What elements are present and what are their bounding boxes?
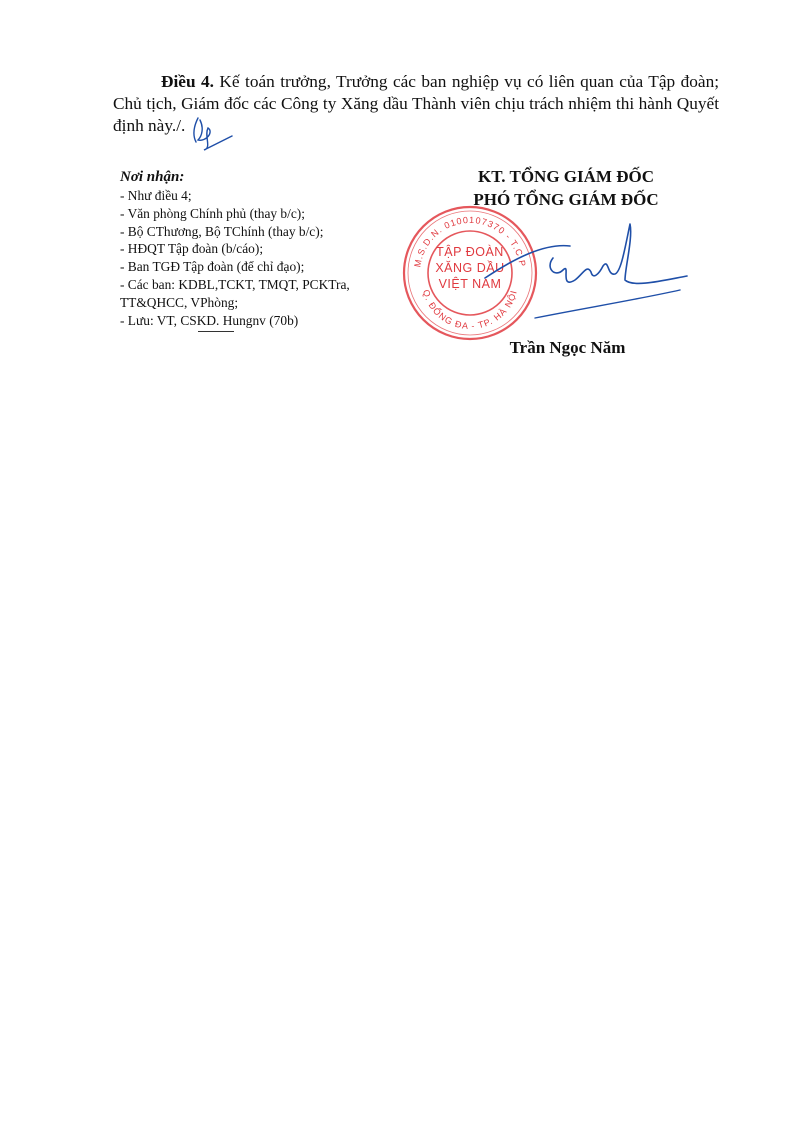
signer-name: Trần Ngọc Năm — [509, 338, 626, 357]
recipients-heading: Nơi nhận: — [120, 169, 185, 185]
signature-title-line2: PHÓ TỔNG GIÁM ĐỐC — [473, 190, 659, 209]
recipient-item: - Ban TGĐ Tập đoàn (để chỉ đạo); — [120, 259, 305, 275]
recipient-item: - Bộ CThương, Bộ TChính (thay b/c); — [120, 223, 324, 239]
recipient-item: - Văn phòng Chính phủ (thay b/c); — [120, 205, 305, 221]
underline-mark — [198, 331, 234, 332]
signature-title-line1: KT. TỔNG GIÁM ĐỐC — [478, 167, 654, 186]
seal-line2: XĂNG DẦU — [435, 261, 505, 275]
recipient-item: - Như điều 4; — [120, 188, 192, 203]
recipients-block — [120, 167, 395, 329]
article-label: Điều 4. — [161, 72, 214, 91]
article-text: Kế toán trưởng, Trưởng các ban nghiệp vụ có liên quan của Tập đoàn; Chủ tịch, Giám đốc các Công ty Xăng dầu Thành viên chịu trách nhiệm thi hành Quyết định này./. — [113, 72, 720, 135]
seal-ring-bottom: Q. ĐỐNG ĐA - TP. HÀ NỘI — [420, 288, 519, 332]
seal-ring-top: M.S.D.N. 0100107370 - T.C.P — [412, 214, 528, 269]
recipient-item: - HĐQT Tập đoàn (b/cáo); — [120, 241, 264, 257]
initial-mark-icon — [186, 112, 236, 152]
seal-line1: TẬP ĐOÀN — [436, 245, 504, 259]
recipient-item: - Lưu: VT, CSKD. Hungnv (70b) — [120, 312, 299, 328]
seal-line3: VIỆT NAM — [438, 277, 502, 291]
recipient-item: - Các ban: KDBL,TCKT, TMQT, PCKTra, TT&QHCC, VPhòng; — [120, 276, 350, 310]
handwritten-signature-icon — [475, 218, 690, 328]
